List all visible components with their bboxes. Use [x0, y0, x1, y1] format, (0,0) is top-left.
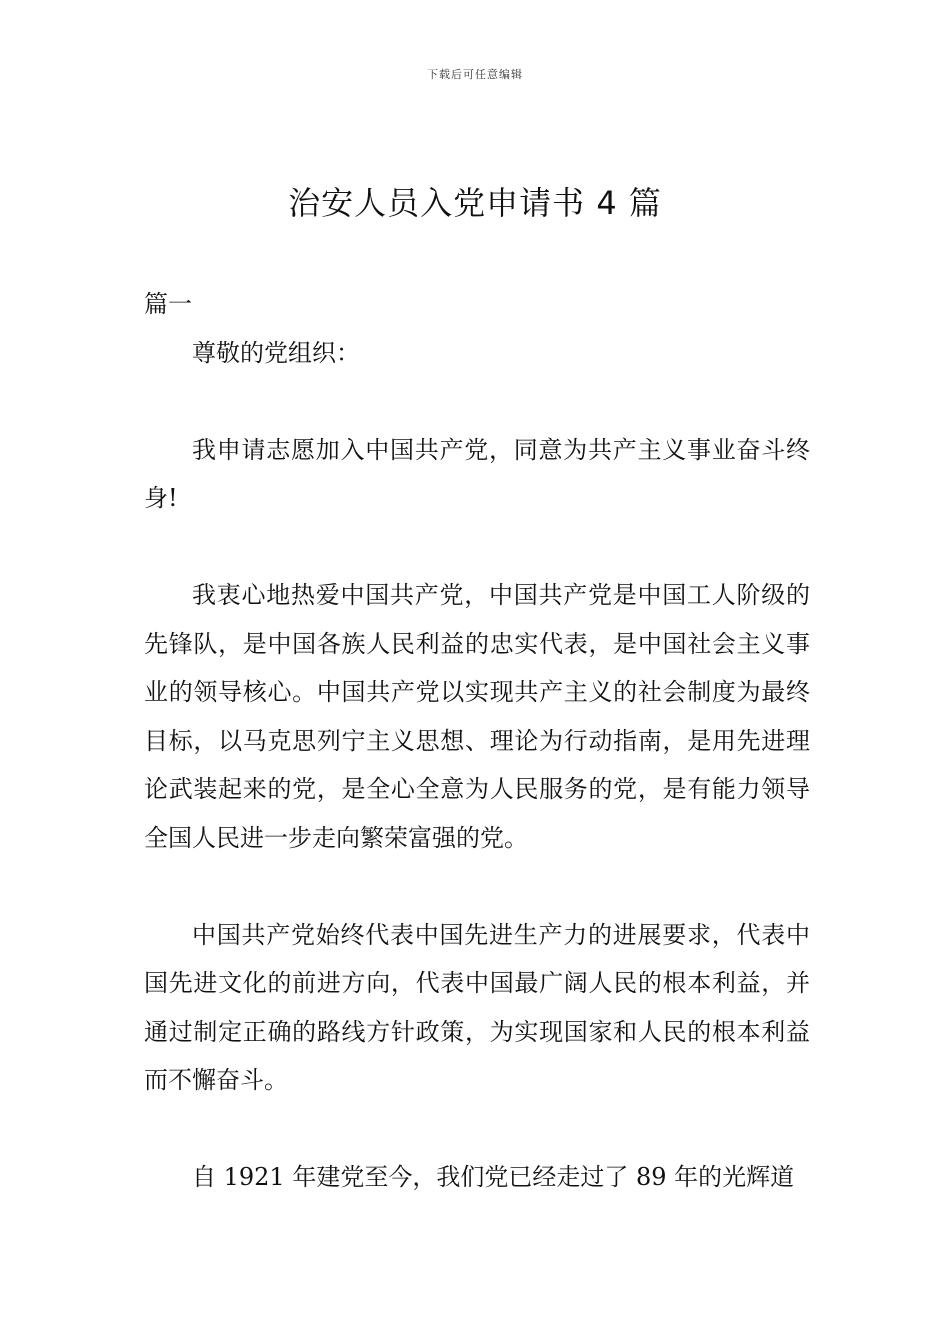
header-note: 下载后可任意编辑 — [427, 68, 523, 81]
salutation: 尊敬的党组织： — [192, 338, 360, 367]
document-body — [144, 280, 810, 1202]
page-title: 治安人员入党申请书 4 篇 — [288, 184, 662, 222]
paragraph-2: 我衷心地热爱中国共产党，中国共产党是中国工人阶级的先锋队，是中国各族人民利益的忠实代表，是中国社会主义事业的领导核心。中国共产党以实现共产主义的社会制度为最终目标，以马克思列宁主义思想、理论为行动指南，是用先进理论武装起来的党，是全心全意为人民服务的党，是有能力领导全国人民进一步走向繁荣富强的党。 — [144, 581, 810, 852]
paragraph-4: 自 1921 年建党至今，我们党已经走过了 89 年的光辉道 — [192, 1163, 795, 1191]
paragraph-3: 中国共产党始终代表中国先进生产力的进展要求，代表中国先进文化的前进方向，代表中国最广阔人民的根本利益，并通过制定正确的路线方针政策，为实现国家和人民的根本利益而不懈奋斗。 — [144, 920, 810, 1094]
paragraph-1: 我申请志愿加入中国共产党，同意为共产主义事业奋斗终身! — [144, 435, 810, 512]
section-label: 篇一 — [144, 290, 192, 318]
